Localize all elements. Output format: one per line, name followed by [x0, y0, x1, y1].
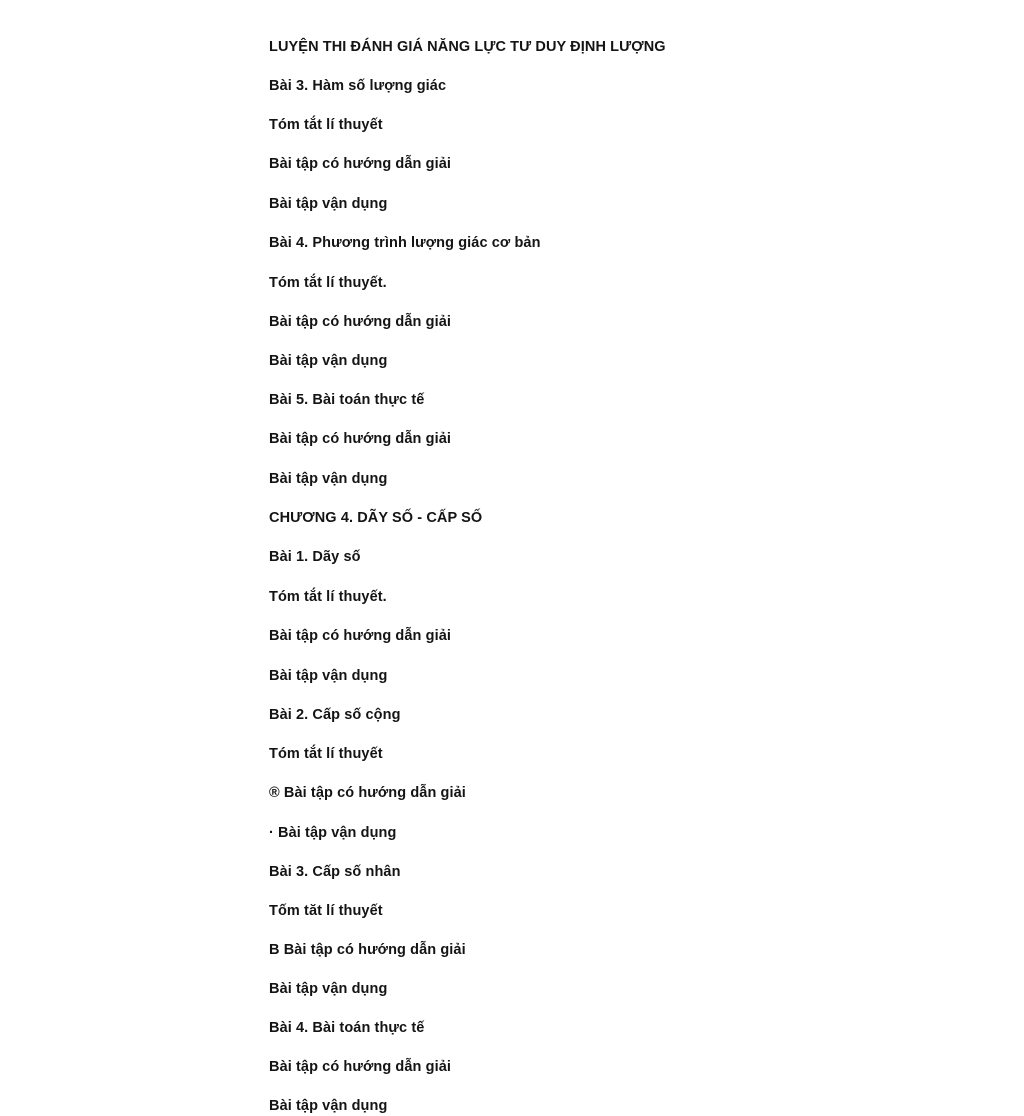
toc-entry-7: Bài tập có hướng dẫn giải [269, 313, 452, 330]
toc-entry-2: Tóm tắt lí thuyết [269, 117, 383, 134]
toc-entry-13: Bài 1. Dãy số [269, 548, 361, 565]
toc-entry-20: · Bài tập vận dụng [269, 824, 397, 841]
toc-entry-1: Bài 3. Hàm số lượng giác [269, 78, 447, 95]
toc-entry-25: Bài 4. Bài toán thực tế [269, 1020, 425, 1037]
document-heading: LUYỆN THI ĐÁNH GIÁ NĂNG LỰC TƯ DUY ĐỊNH LƯỢNG [269, 39, 666, 55]
toc-entry-18: Tóm tắt lí thuyết [269, 746, 383, 763]
toc-entry-15: Bài tập có hướng dẫn giải [269, 627, 452, 644]
table-of-contents [269, 38, 969, 1116]
toc-entry-22: Tốm tăt lí thuyết [269, 902, 383, 919]
toc-entry-17: Bài 2. Cấp số cộng [269, 707, 401, 724]
toc-entry-27: Bài tập vận dụng [269, 1098, 388, 1115]
toc-entry-11: Bài tập vận dụng [269, 471, 388, 488]
toc-entry-16: Bài tập vận dụng [269, 668, 388, 684]
toc-entry-6: Tóm tắt lí thuyết. [269, 274, 387, 291]
toc-entry-19: ® Bài tập có hướng dẫn giải [269, 785, 466, 802]
toc-entry-8: Bài tập vận dụng [269, 353, 388, 369]
toc-entry-21: Bài 3. Cấp số nhân [269, 863, 401, 880]
toc-entry-24: Bài tập vận dụng [269, 981, 388, 997]
toc-entry-4: Bài tập vận dụng [269, 195, 388, 212]
toc-entry-3: Bài tập có hướng dẫn giải [269, 156, 452, 173]
toc-entry-10: Bài tập có hướng dẫn giải [269, 431, 452, 448]
toc-entry-26: Bài tập có hướng dẫn giải [269, 1059, 452, 1076]
toc-entry-14: Tóm tắt lí thuyết. [269, 588, 387, 605]
toc-entry-23: B Bài tập có hướng dẫn giải [269, 941, 466, 958]
toc-entry-12: CHƯƠNG 4. DÃY SỐ - CẤP SỐ [269, 509, 483, 526]
toc-entry-5: Bài 4. Phương trình lượng giác cơ bản [269, 234, 541, 251]
toc-entry-9: Bài 5. Bài toán thực tế [269, 392, 425, 409]
